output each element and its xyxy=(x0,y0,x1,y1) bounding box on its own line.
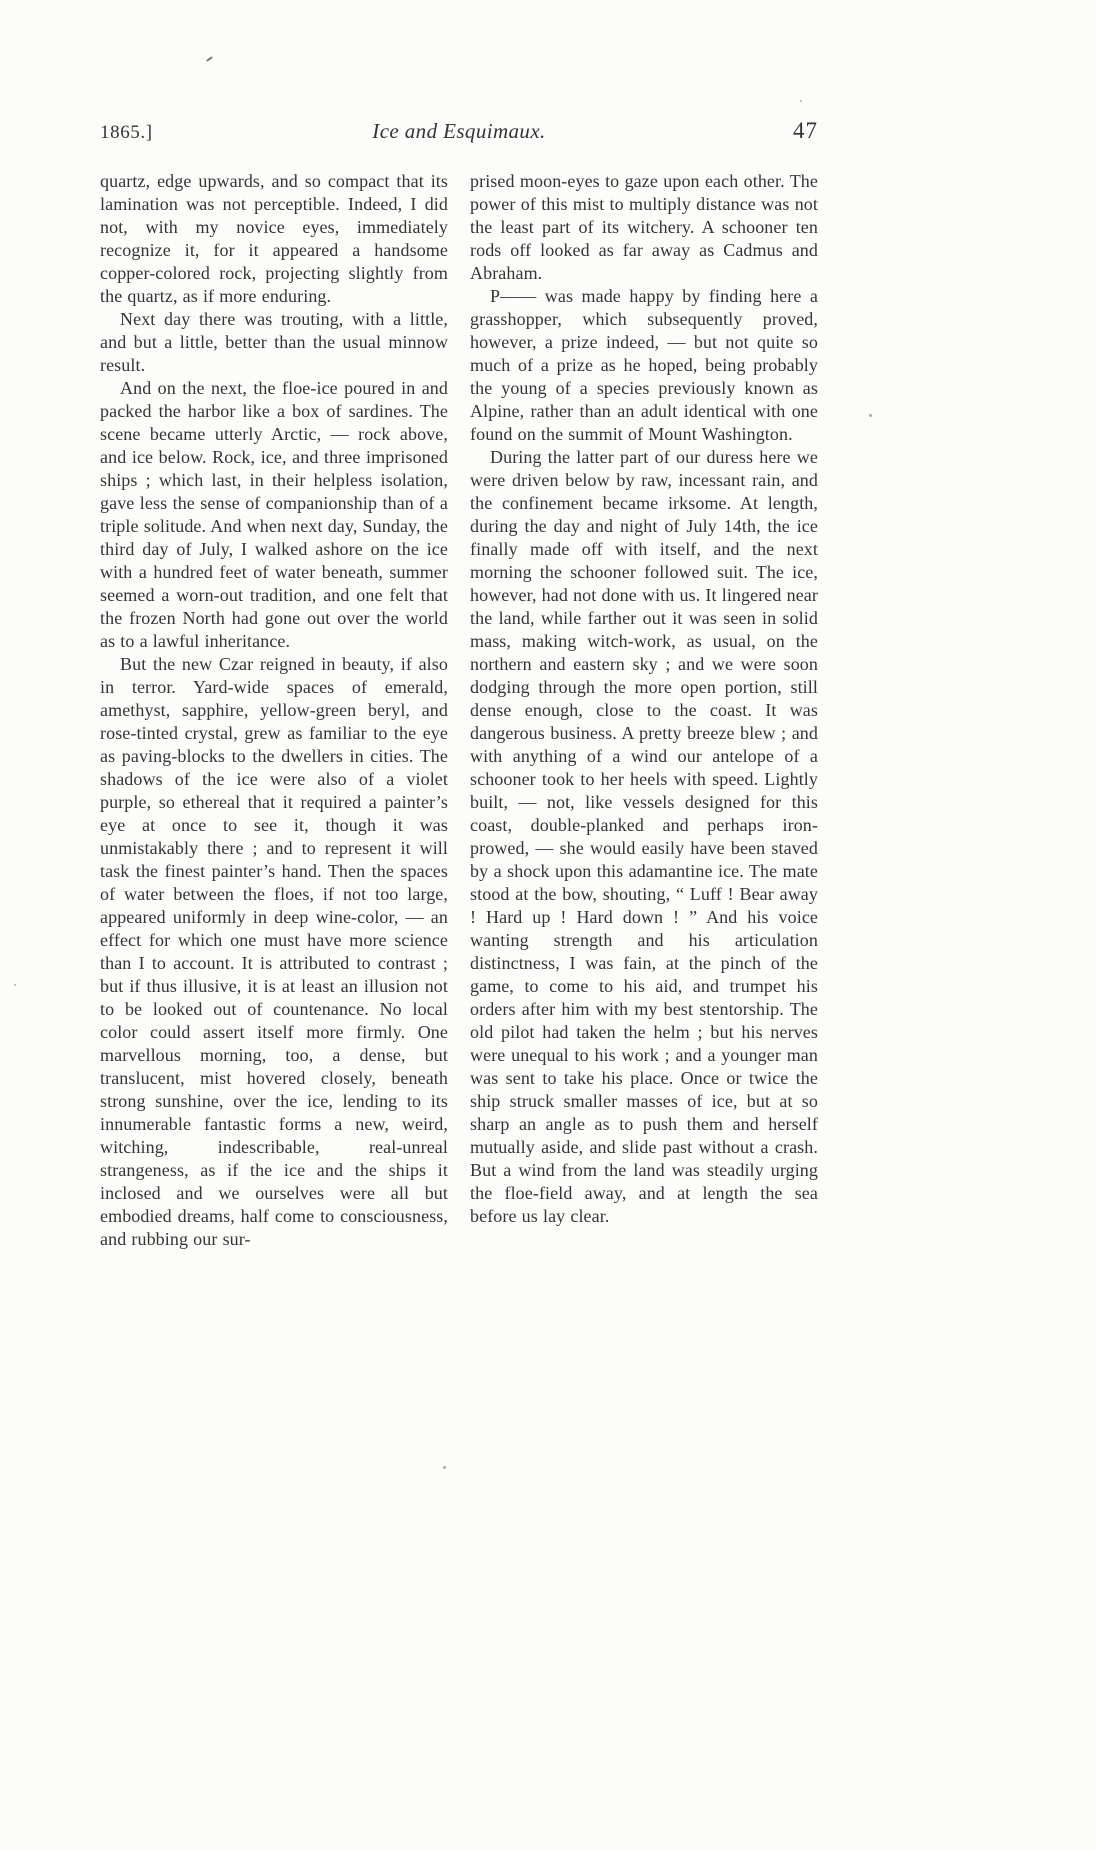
page-number: 47 xyxy=(793,118,818,143)
scan-artifact xyxy=(800,100,802,102)
scan-artifact xyxy=(14,984,16,986)
scan-artifact xyxy=(443,1466,446,1469)
paragraph: quartz, edge upwards, and so compact that its lamination was not perceptible. Indeed, I did not, with my novice eyes, immediately recognize it, for it appeared a handsome copper-colored rock, projecting slightly from the quartz, as if more enduring. xyxy=(100,171,448,306)
paragraph: During the latter part of our duress here we were driven below by raw, incessant rain, and the confinement became irksome. At length, during the day and night of July 14th, the ice finally made off with itself, and the next morning the schooner followed suit. The ice, however, had not done with us. It lingered near the land, while farther out it was seen in solid mass, making witch-work, as usual, on the northern and eastern sky ; and we were soon dodging through the more open portion, still dense enough, close to the coast. It was dangerous business. A pretty breeze blew ; and with anything of a wind our antelope of a schooner took to her heels with speed. Lightly built, — not, like vessels designed for this coast, double-planked and perhaps iron-prowed, — she would easily have been staved by a shock upon this adamantine ice. The mate stood at the bow, shouting, “ Luff ! Bear away ! Hard up ! Hard down ! ” And his voice wanting strength and his articulation distinctness, I was fain, at the pinch of the game, to come to his aid, and trumpet his orders after him with my best stentorship. The old pilot had taken the helm ; but his nerves were unequal to his work ; and a younger man was sent to take his place. Once or twice the ship struck smaller masses of ice, but at so sharp an angle as to push them and herself mutually aside, and slide past without a crash. But a wind from the land was steadily urging the floe-field away, and at length the sea before us lay clear. xyxy=(470,447,818,1226)
paragraph: prised moon-eyes to gaze upon each other. The power of this mist to multiply distance was not the least part of its witchery. A schooner ten rods off looked as far away as Cadmus and Abraham. xyxy=(470,171,818,283)
page-title: Ice and Esquimaux. xyxy=(372,119,546,143)
paragraph: And on the next, the floe-ice poured in and packed the harbor like a box of sardines. The scene became utterly Arctic, — rock above, and ice below. Rock, ice, and three imprisoned ships ; which last, in their helpless isolation, gave less the sense of companionship than of a triple solitude. And when next day, Sunday, the third day of July, I walked ashore on the ice with a hundred feet of water beneath, summer seemed a worn-out tradition, and one felt that the frozen North had gone out over the world as to a lawful inheritance. xyxy=(100,378,448,651)
left-column xyxy=(100,170,448,1251)
scan-artifact xyxy=(206,56,213,62)
page-content xyxy=(100,118,818,1251)
right-column xyxy=(470,170,818,1251)
text-columns xyxy=(100,170,818,1251)
header-date: 1865.] xyxy=(100,122,153,143)
paragraph: Next day there was trouting, with a little, and but a little, better than the usual minnow result. xyxy=(100,309,448,375)
paragraph: P—— was made happy by finding here a grasshopper, which subsequently proved, however, a prize indeed, — but not quite so much of a prize as he hoped, being probably the young of a species previously known as Alpine, rather than an adult identical with one found on the summit of Mount Washington. xyxy=(470,286,818,444)
page-header xyxy=(100,118,818,144)
paragraph: But the new Czar reigned in beauty, if also in terror. Yard-wide spaces of emerald, amethyst, sapphire, yellow-green beryl, and rose-tinted crystal, grew as familiar to the eye as paving-blocks to the dwellers in cities. The shadows of the ice were also of a violet purple, so ethereal that it required a painter’s eye at once to see it, though it was unmistakably there ; and to represent it will task the finest painter’s hand. Then the spaces of water between the floes, if not too large, appeared uniformly in deep wine-color, — an effect for which one must have more science than I to account. It is attributed to contrast ; but if thus illusive, it is at least an illusion not to be looked out of countenance. No local color could assert itself more firmly. One marvellous morning, too, a dense, but translucent, mist hovered closely, beneath strong sunshine, over the ice, lending to its innumerable fantastic forms a new, weird, witching, indescribable, real-unreal strangeness, as if the ice and the ships it inclosed and we ourselves were all but embodied dreams, half come to consciousness, and rubbing our sur- xyxy=(100,654,448,1249)
scan-artifact xyxy=(869,414,872,417)
